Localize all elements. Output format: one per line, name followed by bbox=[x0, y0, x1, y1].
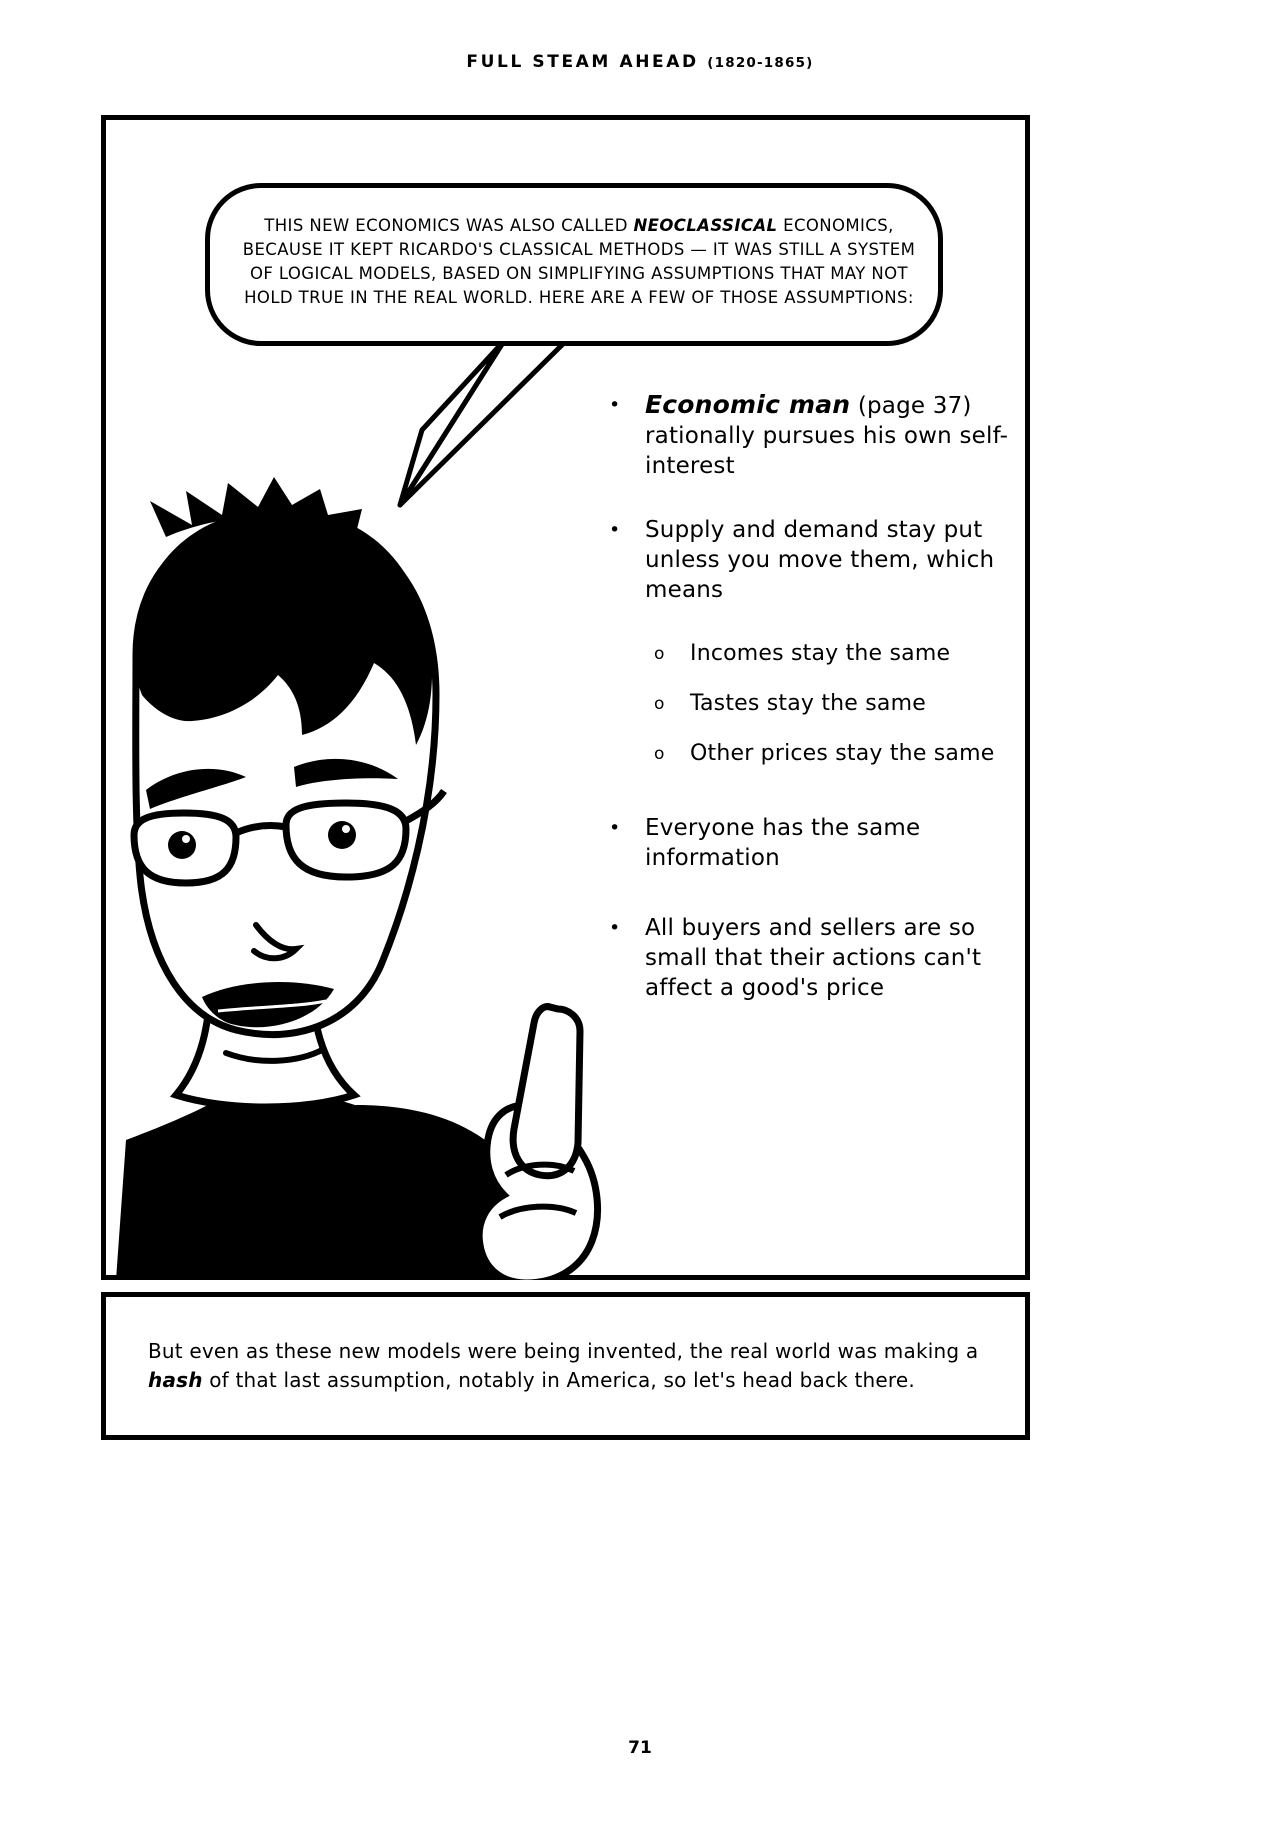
list-item-text: Incomes stay the same bbox=[690, 641, 951, 666]
speech-balloon bbox=[205, 183, 943, 346]
bullet-marker: • bbox=[609, 394, 621, 416]
list-item-emphasis: Economic man bbox=[645, 390, 851, 419]
page-number: 71 bbox=[628, 1738, 652, 1758]
bullet-marker: o bbox=[654, 744, 665, 764]
list-item bbox=[603, 913, 1023, 1003]
running-head-title: FULL STEAM AHEAD bbox=[466, 52, 699, 72]
balloon-line1-a: THIS NEW ECONOMICS WAS ALSO CALLED bbox=[264, 216, 634, 235]
balloon-line1-b: ECONOMICS, bbox=[777, 216, 894, 235]
list-item bbox=[603, 813, 1023, 873]
list-item-text: Other prices stay the same bbox=[690, 741, 995, 766]
assumptions-list bbox=[603, 390, 1023, 1037]
list-item-text: Tastes stay the same bbox=[690, 691, 926, 716]
balloon-line2: BECAUSE IT KEPT RICARDO'S CLASSICAL METHODS — IT WAS STILL A SYSTEM bbox=[242, 240, 916, 259]
list-item bbox=[603, 515, 1023, 605]
bullet-marker: • bbox=[609, 917, 621, 939]
bullet-marker: • bbox=[609, 817, 621, 839]
caption-part2: of that last assumption, notably in America, so let's head back there. bbox=[202, 1368, 915, 1392]
list-item bbox=[648, 689, 1023, 719]
list-item bbox=[648, 739, 1023, 769]
caption-part1: But even as these new models were being invented, the real world was making a bbox=[148, 1339, 979, 1363]
balloon-line1-bold: NEOCLASSICAL bbox=[633, 216, 778, 235]
balloon-line3: OF LOGICAL MODELS, BASED ON SIMPLIFYING ASSUMPTIONS THAT MAY NOT bbox=[249, 264, 909, 283]
balloon-line4: HOLD TRUE IN THE REAL WORLD. HERE ARE A FEW OF THOSE ASSUMPTIONS: bbox=[244, 288, 914, 307]
caption-box bbox=[101, 1292, 1030, 1440]
list-item-text bbox=[645, 390, 1023, 481]
bullet-marker: o bbox=[654, 644, 665, 664]
speech-balloon-tail bbox=[392, 335, 582, 515]
bullet-marker: • bbox=[609, 519, 621, 541]
running-head-years: (1820-1865) bbox=[707, 55, 814, 71]
speech-balloon-text bbox=[210, 214, 948, 310]
list-item-text: All buyers and sellers are so small that their actions can't affect a good's price bbox=[645, 915, 982, 1001]
list-item-text: Supply and demand stay put unless you move them, which means bbox=[645, 517, 995, 603]
list-item-text: Everyone has the same information bbox=[645, 815, 921, 871]
comic-panel bbox=[101, 115, 1030, 1280]
character-illustration bbox=[106, 405, 626, 1280]
list-item bbox=[603, 390, 1023, 481]
running-head bbox=[0, 52, 1280, 72]
caption-text bbox=[148, 1337, 998, 1395]
bullet-marker: o bbox=[654, 694, 665, 714]
list-item bbox=[648, 639, 1023, 669]
list-item-body: (page 37) rationally pursues his own self-interest bbox=[645, 393, 1009, 479]
caption-emphasis: hash bbox=[148, 1368, 203, 1392]
